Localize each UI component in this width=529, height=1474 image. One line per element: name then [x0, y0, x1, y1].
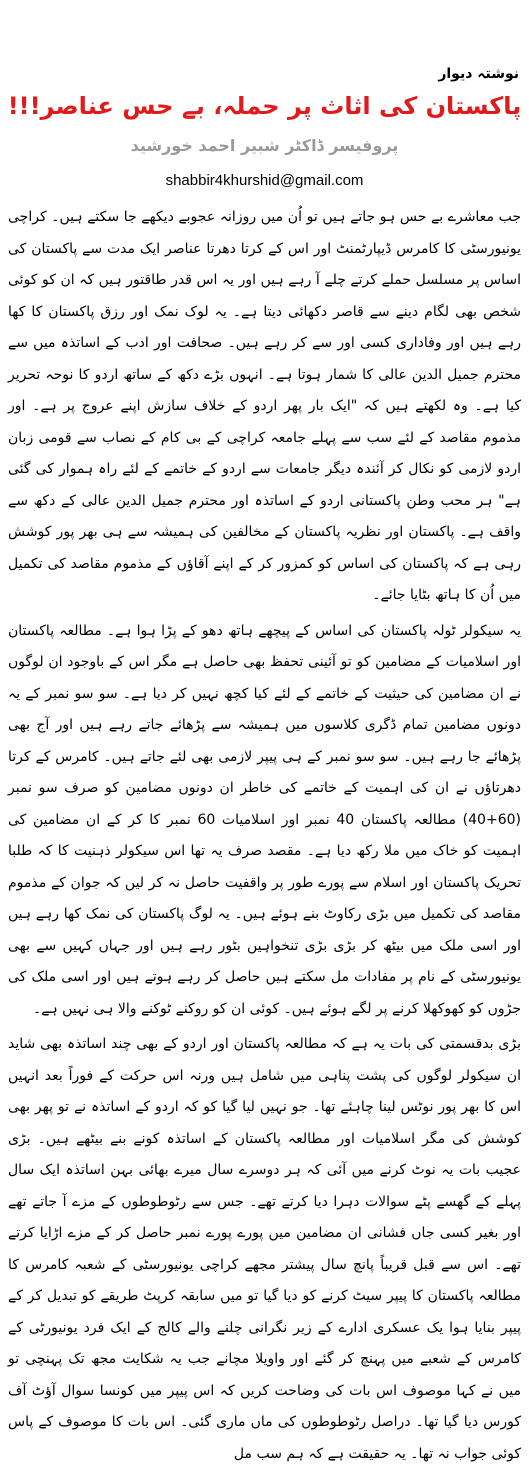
paragraph-3: بڑی بدقسمتی کی بات یہ ہے کہ مطالعہ پاکستان اور اردو کے بھی چند اساتذہ بھی شاید ان سیکولر لوگوں کی پشت پناہی میں شامل ہیں ورنہ اس حرکت کے فوراً بعد انہیں اس کا بھر پور نوٹس لینا چاہئے تھا۔ جو نہیں لیا گیا کو کہ اردو کے اساتذہ نے تو پھر بھی کوشش کی مگر اسلامیات اور مطالعہ پاکستان کے اساتذہ کونے بنے بیٹھے ہیں۔ بڑی عجیب بات یہ نوٹ کرنے میں آئی کہ ہر دوسرے سال میرے بھائی بہن اساتذہ ایک سال پہلے کے گھسے پٹے سوالات دہرا دیا کرتے تھے۔ جس سے رٹوطوطوں کے مزے آ جاتے تھے اور بغیر کسی جاں فشانی ان مضامین میں پورے پورے نمبر حاصل کر کے مزے اڑایا کرتے تھے۔ اس سے قبل قریباً پانچ سال پیشتر مجھے کراچی یونیورسٹی کے شعبہ کامرس کا مطالعہ پاکستان کا پیپر سیٹ کرنے کو دیا گیا تو میں سابقہ کرپٹ طریقے کو تبدیل کر کے پیپر بنایا ہوا یک عسکری ادارے کے زیر نگرانی چلنے والے کالج کے ایک فرد یونیورٹی کے کامرس کے شعبے میں پہنچ کر گئے اور واویلا مچانے جب یہ شکایت مجھ تک پہنچی تو میں نے کہا موصوف اس بات کی وضاحت کریں کہ اس پیپر میں کونسا سوال آؤٹ آف کورس دیا گیا تھا۔ دراصل رٹوطوطوں کی ماں ماری گئی۔ اس بات کا موصوف کے پاس کوئی جواب نہ تھا۔ یہ حقیقت ہے کہ ہم سب مل: [8, 1036, 521, 1462]
author-name: پروفیسر ڈاکٹر شبیر احمد خورشید: [130, 136, 399, 155]
article-body: [8, 202, 521, 1474]
paragraph-2: یہ سیکولر ٹولہ پاکستان کی اساس کے پیچھے ہاتھ دھو کے پڑا ہوا ہے۔ مطالعہ پاکستان اور اسلامیات کے مضامین کو تو آئینی تحفظ بھی حاصل ہے مگر اس کے باوجود ان لوگوں نے ان مضامین کی حیثیت کے خاتمے کے لئے کیا کچھ نہیں کر دیا ہے۔ سو سو نمبر کے یہ دونوں مضامین تمام ڈگری کلاسوں میں ہمیشہ سے پڑھائے جاتے رہے ہیں اور آج بھی پڑھائے جا رہے ہیں۔ سو سو نمبر کے ہی پیپر لازمی بھی لئے جاتے ہیں۔ کامرس کے کرتا دھرتاؤں نے ان کی اہمیت کے خاتمے کی خاطر ان دونوں مضامین کو صرف سو نمبر (60+40) مطالعہ پاکستان 40 نمبر اور اسلامیات 60 نمبر کا کر کے ان مضامین کی اہمیت کو خاک میں ملا رکھ دیا ہے۔ مقصد صرف یہ تھا اس سیکولر ذہنیت کا کہ طلبا تحریک پاکستان اور اسلام سے پورے طور پر واقفیت حاصل نہ کر لیں کہ جوان کے مذموم مقاصد کی تکمیل میں بڑی رکاوٹ بنے ہوئے ہیں۔ یہ لوگ پاکستان کی نمک کھا رہے ہیں اور اسی ملک میں بیٹھ کر بڑی بڑی تنخواہیں بٹور رہے ہیں اور جہاں کہیں سے بھی یونیورسٹی کے نام پر مفادات مل سکتے ہیں حاصل کر رہے ہوتے ہیں اور اسی ملک کی جڑوں کو کھوکھلا کرنے پر لگے ہوئے ہیں۔ کوئی ان کو روکنے ٹوکنے والا ہی نہیں ہے۔: [8, 622, 521, 1017]
paragraph-1: جب معاشرے بے حس ہو جاتے ہیں تو اُن میں روزانہ عجوبے دیکھے جا سکتے ہیں۔ کراچی یونیورسٹی کا کامرس ڈیپارٹمنٹ اور اس کے کرتا دھرتا عناصر ایک مدت سے پاکستان کی اساس پر مسلسل حملے کرتے چلے آ رہے ہیں اور یہ اس قدر طاقتور ہیں کہ ان کو کوئی شخص بھی لگام دینے سے قاصر دکھائی دیتا ہے۔ یہ لوک نمک اور رزق پاکستان کا کھا رہے ہیں اور وفاداری کسی اور سے کر رہے ہیں۔ صحافت اور ادب کے اساتذہ میں سے محترم جمیل الدین عالی کا شمار ہوتا ہے۔ انہوں بڑے دکھ کے ساتھ اردو کا نوحہ تحریر کیا ہے۔ وہ لکھتے ہیں کہ "ایک بار پھر اردو کے خلاف سازش اپنے عروج پر ہے۔ اور مذموم مقاصد کے لئے سب سے پہلے جامعہ کراچی کے بی کام کے نصاب سے قومی زبان اردو لازمی کو نکال کر آئندہ دیگر جامعات سے اردو کے خاتمے کے لئے راہ ہموار کی گئی ہے" ہر محب وطن پاکستانی اردو کے اساتذہ اور محترم جمیل الدین عالی کے دکھ سے واقف ہے۔ پاکستان اور نظریہ پاکستان کے مخالفین کی ہمیشہ سے ہی بھر پور کوشش رہی ہے کہ پاکستان کی اساس کو کمزور کر کے اپنے آقاؤں کے مذموم مقاصد کی تکمیل میں اُن کا ہاتھ بٹایا جائے۔: [8, 209, 521, 603]
column-label: نوشتہ دیوار: [438, 66, 519, 82]
author-email[interactable]: shabbir4khurshid@gmail.com: [165, 172, 364, 189]
article-title: پاکستان کی اثاث پر حملہ، بے حس عناصر!!!: [7, 92, 522, 120]
